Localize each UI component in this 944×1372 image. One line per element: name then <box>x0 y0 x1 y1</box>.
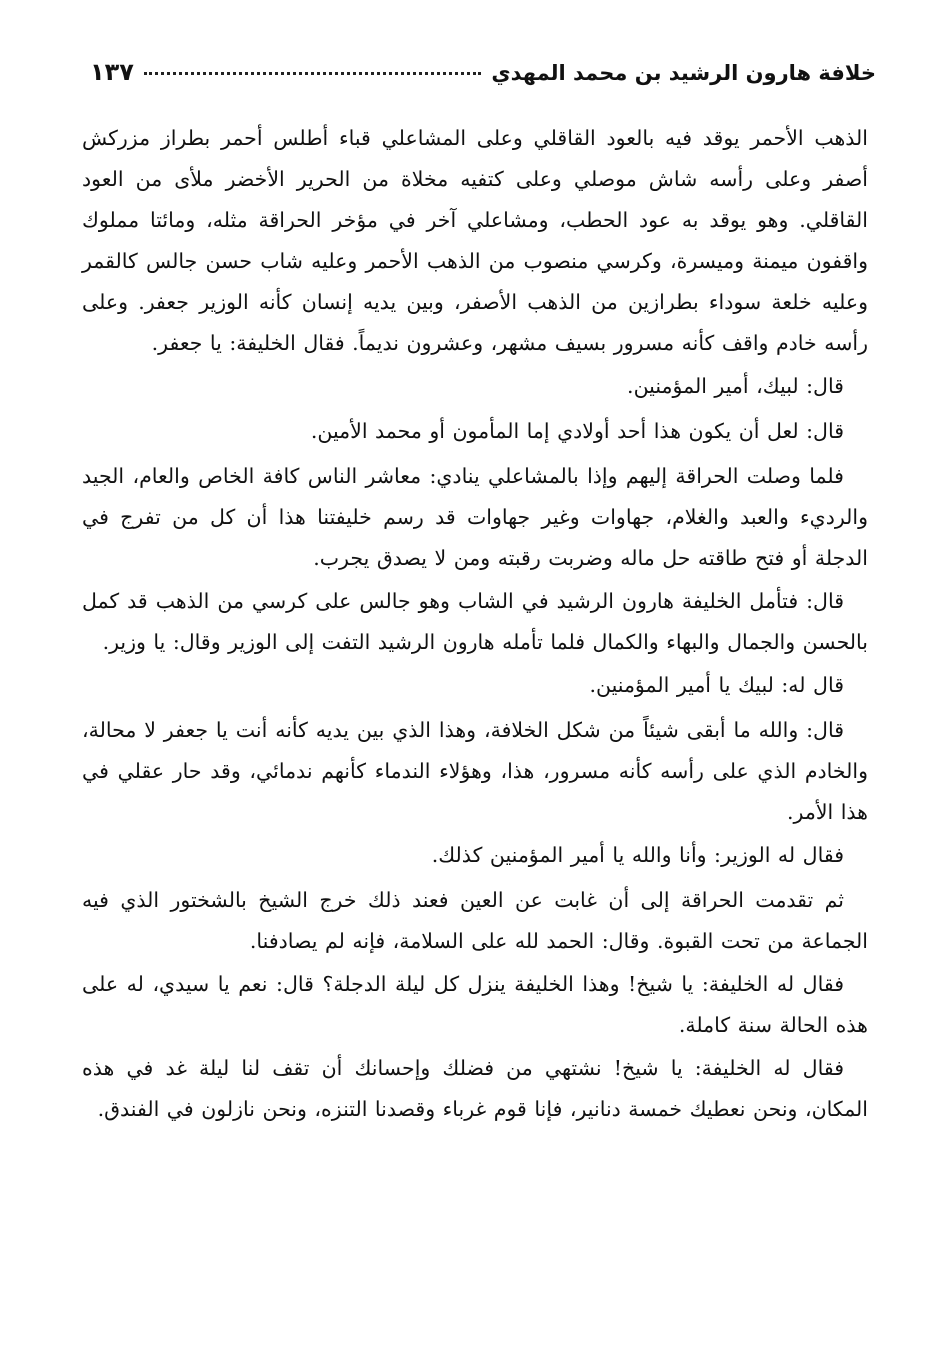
page-number: ١٣٧ <box>90 58 134 86</box>
chapter-title: خلافة هارون الرشيد بن محمد المهدي <box>491 61 876 85</box>
paragraph: ثم تقدمت الحراقة إلى أن غابت عن العين فعند ذلك خرج الشيخ بالشختور الذي فيه الجماعة من تحت القبوة. وقال: الحمد لله على السلامة، فإنه لم يصادفنا. <box>82 888 868 953</box>
paragraph: قال: لعل أن يكون هذا أحد أولادي إما المأمون أو محمد الأمين. <box>310 419 844 443</box>
paragraph: فقال له الخليفة: يا شيخ! وهذا الخليفة ينزل كل ليلة الدجلة؟ قال: نعم يا سيدي، له على هذه الحالة سنة كاملة. <box>82 972 868 1037</box>
running-header <box>90 58 876 98</box>
paragraph: قال: والله ما أبقى شيئاً من شكل الخلافة، وهذا الذي بين يديه كأنه أنت يا جعفر لا محالة، والخادم الذي على رأسه كأنه مسرور، هذا، وهؤلاء الندماء كأنهم ندمائي، وقد حار عقلي في هذا الأمر. <box>82 718 868 824</box>
body-text <box>82 118 868 1132</box>
paragraph: الذهب الأحمر يوقد فيه بالعود القاقلي وعلى المشاعلي قباء أطلس أحمر بطراز مزركش أصفر وعلى رأسه شاش موصلي وعلى كتفيه مخلاة من الحرير الأخضر ملأى من العود القاقلي. وهو يوقد به عود الحطب، ومشاعلي آخر في مؤخر الحراقة مثله، ومائتا مملوك واقفون ميمنة وميسرة، وكرسي منصوب من الذهب الأحمر وعليه شاب حسن جالس كالقمر وعليه خلعة سوداء بطرازين من الذهب الأصفر، وبين يديه إنسان كأنه الوزير جعفر. وعلى رأسه خادم واقف كأنه مسرور بسيف مشهر، وعشرون نديماً. فقال الخليفة: يا جعفر. <box>82 126 868 355</box>
paragraph: قال: لبيك، أمير المؤمنين. <box>627 374 844 398</box>
paragraph: قال: فتأمل الخليفة هارون الرشيد في الشاب وهو جالس على كرسي من الذهب قد كمل بالحسن والجمال والبهاء والكمال فلما تأمله هارون الرشيد التفت إلى الوزير وقال: يا وزير. <box>82 589 868 654</box>
dotted-leader <box>144 72 481 75</box>
paragraph: فلما وصلت الحراقة إليهم وإذا بالمشاعلي ينادي: معاشر الناس كافة الخاص والعام، الجيد والرديء والعبد والغلام، جهاوات وغير جهاوات قد رسم خليفتنا هذا أن كل من تفرج في الدجلة أو فتح طاقته حل ماله وضربت رقبته ومن لا يصدق يجرب. <box>82 464 868 570</box>
paragraph: فقال له الوزير: وأنا والله يا أمير المؤمنين كذلك. <box>431 843 844 867</box>
paragraph: قال له: لبيك يا أمير المؤمنين. <box>589 673 844 697</box>
paragraph: فقال له الخليفة: يا شيخ! نشتهي من فضلك وإحسانك أن تقف لنا ليلة غد في هذه المكان، ونحن نعطيك خمسة دنانير، فإنا قوم غرباء وقصدنا التنزه، ونحن نازلون في الفندق. <box>82 1056 868 1121</box>
